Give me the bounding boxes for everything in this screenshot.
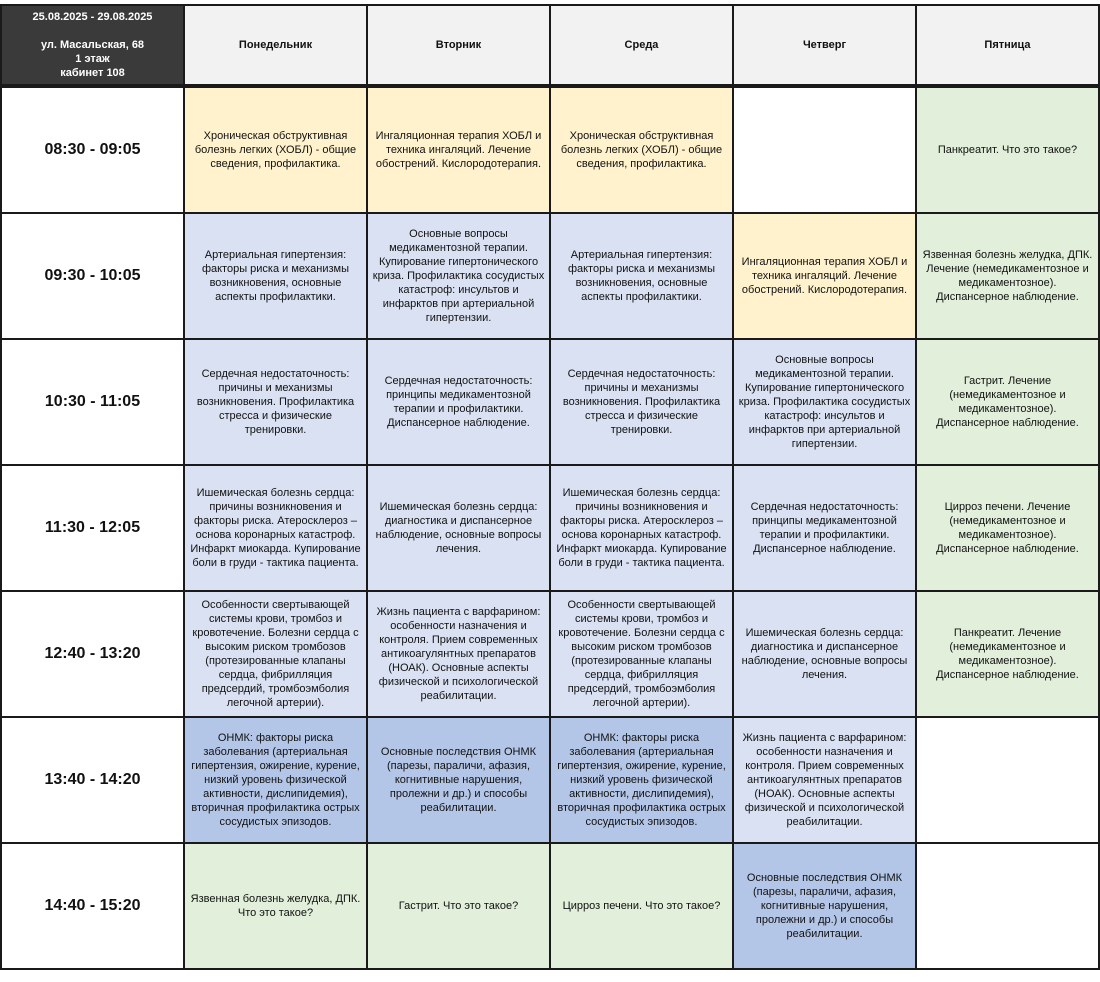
lesson-cell-friday: Панкреатит. Что это такое? bbox=[916, 87, 1099, 213]
time-slot-row bbox=[1, 591, 1099, 717]
lesson-cell-monday: Сердечная недостаточность: причины и механизмы возникновения. Профилактика стресса и физические тренировки. bbox=[184, 339, 367, 465]
lesson-cell-tuesday: Сердечная недостаточность: принципы медикаментозной терапии и профилактики. Диспансерное наблюдение. bbox=[367, 339, 550, 465]
lesson-cell-wednesday: Артериальная гипертензия: факторы риска и механизмы возникновения, основные аспекты профилактики. bbox=[550, 213, 733, 339]
time-cell: 12:40 - 13:20 bbox=[1, 591, 184, 717]
time-cell: 13:40 - 14:20 bbox=[1, 717, 184, 843]
lesson-cell-monday: ОНМК: факторы риска заболевания (артериальная гипертензия, ожирение, курение, низкий уровень физической активности, дислипидемия), вторичная профилактика острых сосудистых эпизодов. bbox=[184, 717, 367, 843]
day-header-thursday: Четверг bbox=[733, 5, 916, 85]
day-header-wednesday: Среда bbox=[550, 5, 733, 85]
lesson-cell-thursday: Сердечная недостаточность: принципы медикаментозной терапии и профилактики. Диспансерное наблюдение. bbox=[733, 465, 916, 591]
lesson-cell-wednesday: Особенности свертывающей системы крови, тромбоз и кровотечение. Болезни сердца с высоким риском тромбозов (протезированные клапаны сердца, фибрилляция предсердий, тромбоэмболия легочной артерии). bbox=[550, 591, 733, 717]
lesson-cell-tuesday: Ишемическая болезнь сердца: диагностика и диспансерное наблюдение, основные вопросы лечения. bbox=[367, 465, 550, 591]
corner-cell bbox=[1, 5, 184, 85]
lesson-cell-friday: Язвенная болезнь желудка, ДПК. Лечение (немедикаментозное и медикаментозное). Диспансерное наблюдение. bbox=[916, 213, 1099, 339]
lesson-cell-friday: Гастрит. Лечение (немедикаментозное и медикаментозное). Диспансерное наблюдение. bbox=[916, 339, 1099, 465]
floor: 1 этаж bbox=[75, 53, 110, 65]
time-cell: 14:40 - 15:20 bbox=[1, 843, 184, 969]
day-header-tuesday: Вторник bbox=[367, 5, 550, 85]
header-row bbox=[1, 5, 1099, 85]
lesson-cell-wednesday: Ишемическая болезнь сердца: причины возникновения и факторы риска. Атеросклероз – основа коронарных катастроф. Инфаркт миокарда. Купирование боли в груди - тактика пациента. bbox=[550, 465, 733, 591]
lesson-cell-friday bbox=[916, 717, 1099, 843]
lesson-cell-thursday: Ишемическая болезнь сердца: диагностика и диспансерное наблюдение, основные вопросы лечения. bbox=[733, 591, 916, 717]
address: ул. Масальская, 68 bbox=[40, 39, 145, 51]
lesson-cell-wednesday: ОНМК: факторы риска заболевания (артериальная гипертензия, ожирение, курение, низкий уровень физической активности, дислипидемия), вторичная профилактика острых сосудистых эпизодов. bbox=[550, 717, 733, 843]
lesson-cell-thursday: Жизнь пациента с варфарином: особенности назначения и контроля. Прием современных антикоагулянтных препаратов (НОАК). Основные аспекты физической и психологической реабилитации. bbox=[733, 717, 916, 843]
lesson-cell-tuesday: Гастрит. Что это такое? bbox=[367, 843, 550, 969]
lesson-cell-monday: Язвенная болезнь желудка, ДПК. Что это такое? bbox=[184, 843, 367, 969]
lesson-cell-friday bbox=[916, 843, 1099, 969]
time-cell: 10:30 - 11:05 bbox=[1, 339, 184, 465]
lesson-cell-wednesday: Хроническая обструктивная болезнь легких (ХОБЛ) - общие сведения, профилактика. bbox=[550, 87, 733, 213]
lesson-cell-monday: Ишемическая болезнь сердца: причины возникновения и факторы риска. Атеросклероз – основа коронарных катастроф. Инфаркт миокарда. Купирование боли в груди - тактика пациента. bbox=[184, 465, 367, 591]
day-header-monday: Понедельник bbox=[184, 5, 367, 85]
time-slot-row bbox=[1, 213, 1099, 339]
schedule-body bbox=[1, 5, 1099, 969]
room: кабинет 108 bbox=[60, 67, 125, 79]
lesson-cell-wednesday: Цирроз печени. Что это такое? bbox=[550, 843, 733, 969]
time-cell: 11:30 - 12:05 bbox=[1, 465, 184, 591]
lesson-cell-thursday: Основные последствия ОНМК (парезы, параличи, афазия, когнитивные нарушения, пролежни и др.) и способы реабилитации. bbox=[733, 843, 916, 969]
lesson-cell-monday: Артериальная гипертензия: факторы риска и механизмы возникновения, основные аспекты профилактики. bbox=[184, 213, 367, 339]
lesson-cell-monday: Хроническая обструктивная болезнь легких (ХОБЛ) - общие сведения, профилактика. bbox=[184, 87, 367, 213]
lesson-cell-monday: Особенности свертывающей системы крови, тромбоз и кровотечение. Болезни сердца с высоким риском тромбозов (протезированные клапаны сердца, фибрилляция предсердий, тромбоэмболия легочной артерии). bbox=[184, 591, 367, 717]
day-header-friday: Пятница bbox=[916, 5, 1099, 85]
time-slot-row bbox=[1, 339, 1099, 465]
lesson-cell-friday: Цирроз печени. Лечение (немедикаментозное и медикаментозное). Диспансерное наблюдение. bbox=[916, 465, 1099, 591]
time-slot-row bbox=[1, 465, 1099, 591]
time-cell: 09:30 - 10:05 bbox=[1, 213, 184, 339]
lesson-cell-thursday: Ингаляционная терапия ХОБЛ и техника ингаляций. Лечение обострений. Кислородотерапия. bbox=[733, 213, 916, 339]
lesson-cell-tuesday: Основные вопросы медикаментозной терапии. Купирование гипертонического криза. Профилактика сосудистых катастроф: инсультов и инфарктов при артериальной гипертензии. bbox=[367, 213, 550, 339]
time-cell: 08:30 - 09:05 bbox=[1, 87, 184, 213]
time-slot-row bbox=[1, 87, 1099, 213]
lesson-cell-tuesday: Ингаляционная терапия ХОБЛ и техника ингаляций. Лечение обострений. Кислородотерапия. bbox=[367, 87, 550, 213]
lesson-cell-wednesday: Сердечная недостаточность: причины и механизмы возникновения. Профилактика стресса и физические тренировки. bbox=[550, 339, 733, 465]
lesson-cell-thursday: Основные вопросы медикаментозной терапии. Купирование гипертонического криза. Профилактика сосудистых катастроф: инсультов и инфарктов при артериальной гипертензии. bbox=[733, 339, 916, 465]
time-slot-row bbox=[1, 717, 1099, 843]
time-slot-row bbox=[1, 843, 1099, 969]
lesson-cell-thursday bbox=[733, 87, 916, 213]
week-dates: 25.08.2025 - 29.08.2025 bbox=[32, 11, 153, 23]
lesson-cell-friday: Панкреатит. Лечение (немедикаментозное и медикаментозное). Диспансерное наблюдение. bbox=[916, 591, 1099, 717]
schedule-table bbox=[0, 4, 1100, 970]
lesson-cell-tuesday: Жизнь пациента с варфарином: особенности назначения и контроля. Прием современных антикоагулянтных препаратов (НОАК). Основные аспекты физической и психологической реабилитации. bbox=[367, 591, 550, 717]
lesson-cell-tuesday: Основные последствия ОНМК (парезы, параличи, афазия, когнитивные нарушения, пролежни и др.) и способы реабилитации. bbox=[367, 717, 550, 843]
